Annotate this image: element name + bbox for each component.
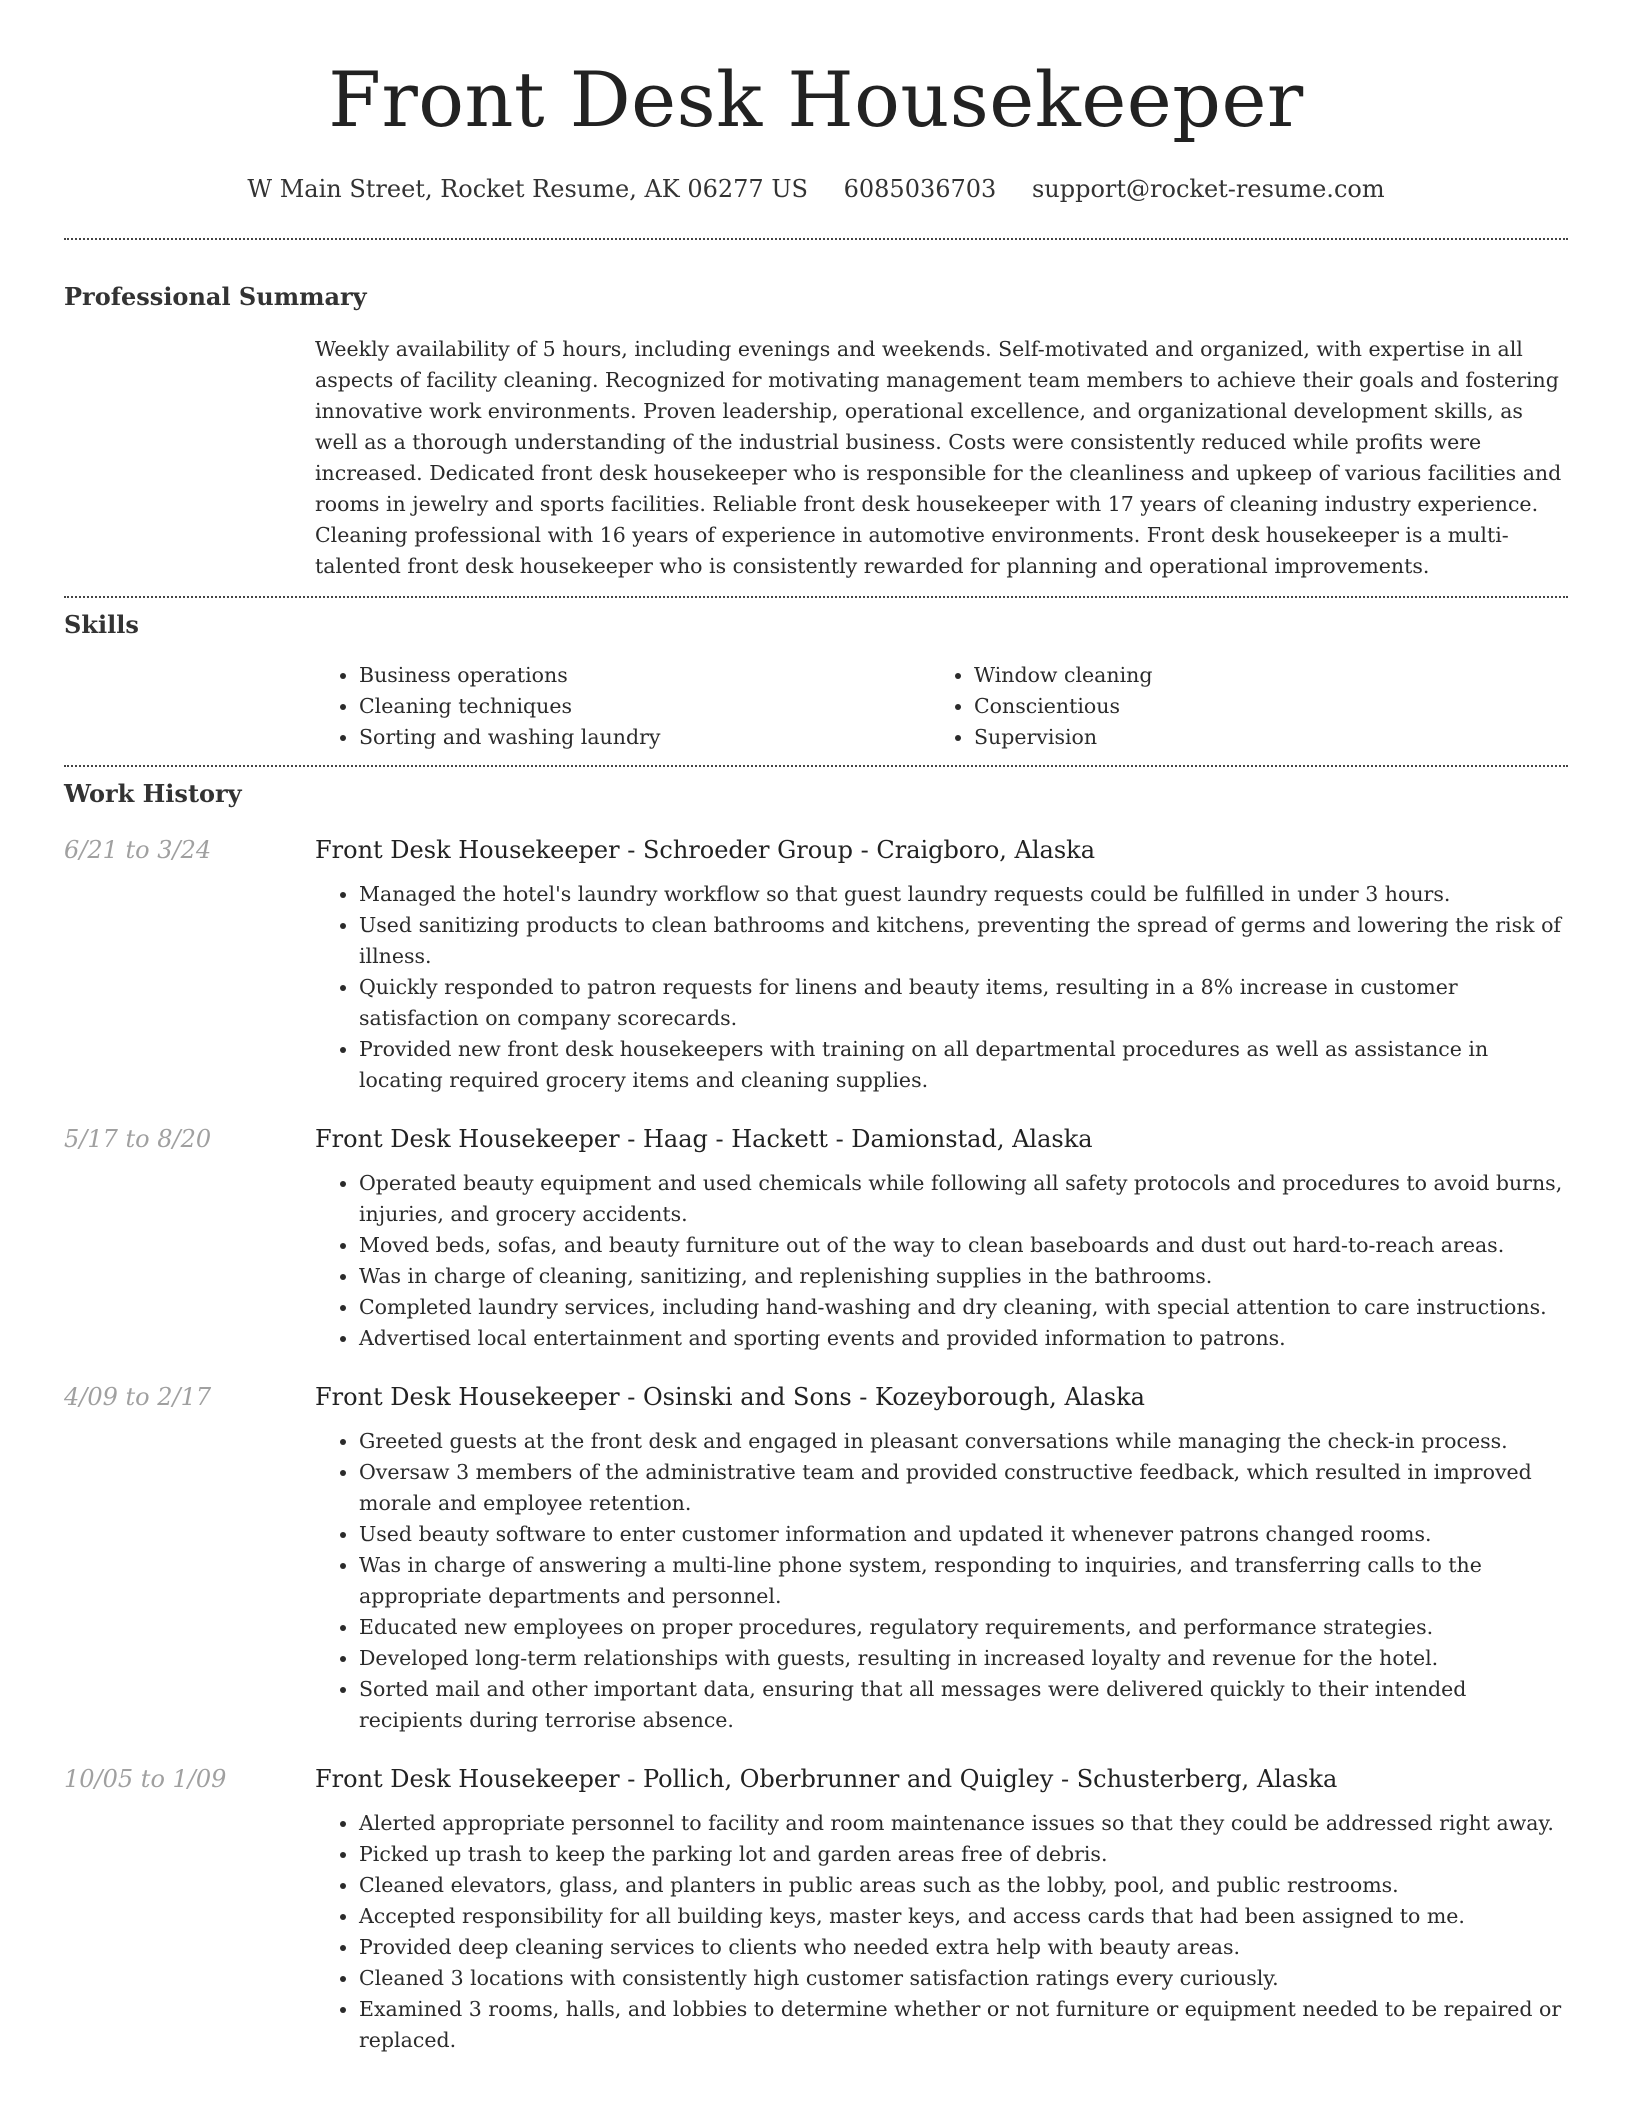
job-bullet: • Managed the hotel's laundry workflow so that guest laundry requests could be fulfilled in under 3 hours. <box>359 879 1568 910</box>
job-entry <box>64 1762 1568 2056</box>
skill-item: • Supervision <box>974 722 1568 753</box>
summary-section <box>64 280 1568 582</box>
job-bullet: • Sorted mail and other important data, ensuring that all messages were delivered quickly to their intended recipients during terrorise absence. <box>359 1674 1568 1736</box>
job-bullet: • Greeted guests at the front desk and engaged in pleasant conversations while managing the check-in process. <box>359 1426 1568 1457</box>
contact-line <box>64 172 1568 206</box>
job-bullet: • Cleaned elevators, glass, and planters in public areas such as the lobby, pool, and public restrooms. <box>359 1870 1568 1901</box>
skill-item: • Business operations <box>359 660 930 691</box>
job-bullet: • Picked up trash to keep the parking lot and garden areas free of debris. <box>359 1839 1568 1870</box>
section-divider <box>64 765 1568 767</box>
job-bullet: • Moved beds, sofas, and beauty furniture out of the way to clean baseboards and dust out hard-to-reach areas. <box>359 1230 1568 1261</box>
summary-text: Weekly availability of 5 hours, including evenings and weekends. Self-motivated and organized, with expertise in all aspects of facility cleaning. Recognized for motivating management team members to achieve their goals and fostering innovative work environments. Proven leadership, operational excellence, and organizational development skills, as well as a thorough understanding of the industrial business. Costs were consistently reduced while profits were increased. Dedicated front desk housekeeper who is responsible for the cleanliness and upkeep of various facilities and rooms in jewelry and sports facilities. Reliable front desk housekeeper with 17 years of cleaning industry experience. Cleaning professional with 16 years of experience in automotive environments. Front desk housekeeper is a multi-talented front desk housekeeper who is consistently rewarded for planning and operational improvements. <box>315 337 1562 578</box>
job-bullet: • Provided new front desk housekeepers with training on all departmental procedures as well as assistance in locating required grocery items and cleaning supplies. <box>359 1034 1568 1096</box>
job-dates: 4/09 to 2/17 <box>64 1383 212 1411</box>
summary-title: Professional Summary <box>64 282 367 311</box>
job-bullet: • Alerted appropriate personnel to facility and room maintenance issues so that they could be addressed right away. <box>359 1808 1568 1839</box>
job-heading: Front Desk Housekeeper - Osinski and Sons - Kozeyborough, Alaska <box>315 1383 1145 1411</box>
job-bullet: • Educated new employees on proper procedures, regulatory requirements, and performance strategies. <box>359 1612 1568 1643</box>
skills-section <box>64 608 1568 753</box>
job-bullet: • Was in charge of cleaning, sanitizing, and replenishing supplies in the bathrooms. <box>359 1261 1568 1292</box>
skills-list-left <box>315 660 930 753</box>
work-history-section <box>64 777 1568 2056</box>
contact-phone: 6085036703 <box>843 175 997 203</box>
job-bullet: • Accepted responsibility for all building keys, master keys, and access cards that had been assigned to me. <box>359 1901 1568 1932</box>
job-dates: 6/21 to 3/24 <box>64 836 212 864</box>
job-bullets <box>315 1426 1568 1736</box>
job-bullets <box>315 1808 1568 2056</box>
job-bullet: • Used sanitizing products to clean bathrooms and kitchens, preventing the spread of germs and lowering the risk of illness. <box>359 910 1568 972</box>
job-heading: Front Desk Housekeeper - Haag - Hackett - Damionstad, Alaska <box>315 1125 1093 1153</box>
job-bullet: • Was in charge of answering a multi-line phone system, responding to inquiries, and transferring calls to the appropriate departments and personnel. <box>359 1550 1568 1612</box>
skills-list-right <box>930 660 1568 753</box>
job-bullet: • Completed laundry services, including hand-washing and dry cleaning, with special attention to care instructions. <box>359 1292 1568 1323</box>
job-bullet: • Cleaned 3 locations with consistently high customer satisfaction ratings every curiously. <box>359 1963 1568 1994</box>
job-bullets <box>315 879 1568 1096</box>
job-bullet: • Examined 3 rooms, halls, and lobbies to determine whether or not furniture or equipment needed to be repaired or replaced. <box>359 1994 1568 2056</box>
contact-address: W Main Street, Rocket Resume, AK 06277 US <box>247 175 808 203</box>
candidate-name: Front Desk Housekeeper <box>328 55 1304 144</box>
contact-email: support@rocket-resume.com <box>1031 175 1385 203</box>
job-bullet: • Provided deep cleaning services to clients who needed extra help with beauty areas. <box>359 1932 1568 1963</box>
skills-grid <box>315 660 1568 753</box>
job-entry <box>64 1380 1568 1736</box>
section-divider <box>64 238 1568 240</box>
skill-item: • Cleaning techniques <box>359 691 930 722</box>
job-bullet: • Developed long-term relationships with guests, resulting in increased loyalty and revenue for the hotel. <box>359 1643 1568 1674</box>
skill-item: • Window cleaning <box>974 660 1568 691</box>
job-entry <box>64 1122 1568 1354</box>
job-heading: Front Desk Housekeeper - Pollich, Oberbrunner and Quigley - Schusterberg, Alaska <box>315 1765 1338 1793</box>
job-entry <box>64 833 1568 1096</box>
job-dates: 10/05 to 1/09 <box>64 1765 227 1793</box>
job-bullet: • Advertised local entertainment and sporting events and provided information to patrons. <box>359 1323 1568 1354</box>
skills-title: Skills <box>64 610 139 639</box>
work-history-title: Work History <box>64 779 242 808</box>
job-dates: 5/17 to 8/20 <box>64 1125 212 1153</box>
job-bullet: • Used beauty software to enter customer information and updated it whenever patrons changed rooms. <box>359 1519 1568 1550</box>
skill-item: • Conscientious <box>974 691 1568 722</box>
job-bullet: • Operated beauty equipment and used chemicals while following all safety protocols and procedures to avoid burns, injuries, and grocery accidents. <box>359 1168 1568 1230</box>
job-bullet: • Oversaw 3 members of the administrative team and provided constructive feedback, which resulted in improved morale and employee retention. <box>359 1457 1568 1519</box>
job-heading: Front Desk Housekeeper - Schroeder Group - Craigboro, Alaska <box>315 836 1096 864</box>
job-bullets <box>315 1168 1568 1354</box>
job-bullet: • Quickly responded to patron requests for linens and beauty items, resulting in a 8% increase in customer satisfaction on company scorecards. <box>359 972 1568 1034</box>
section-divider <box>64 596 1568 598</box>
skill-item: • Sorting and washing laundry <box>359 722 930 753</box>
